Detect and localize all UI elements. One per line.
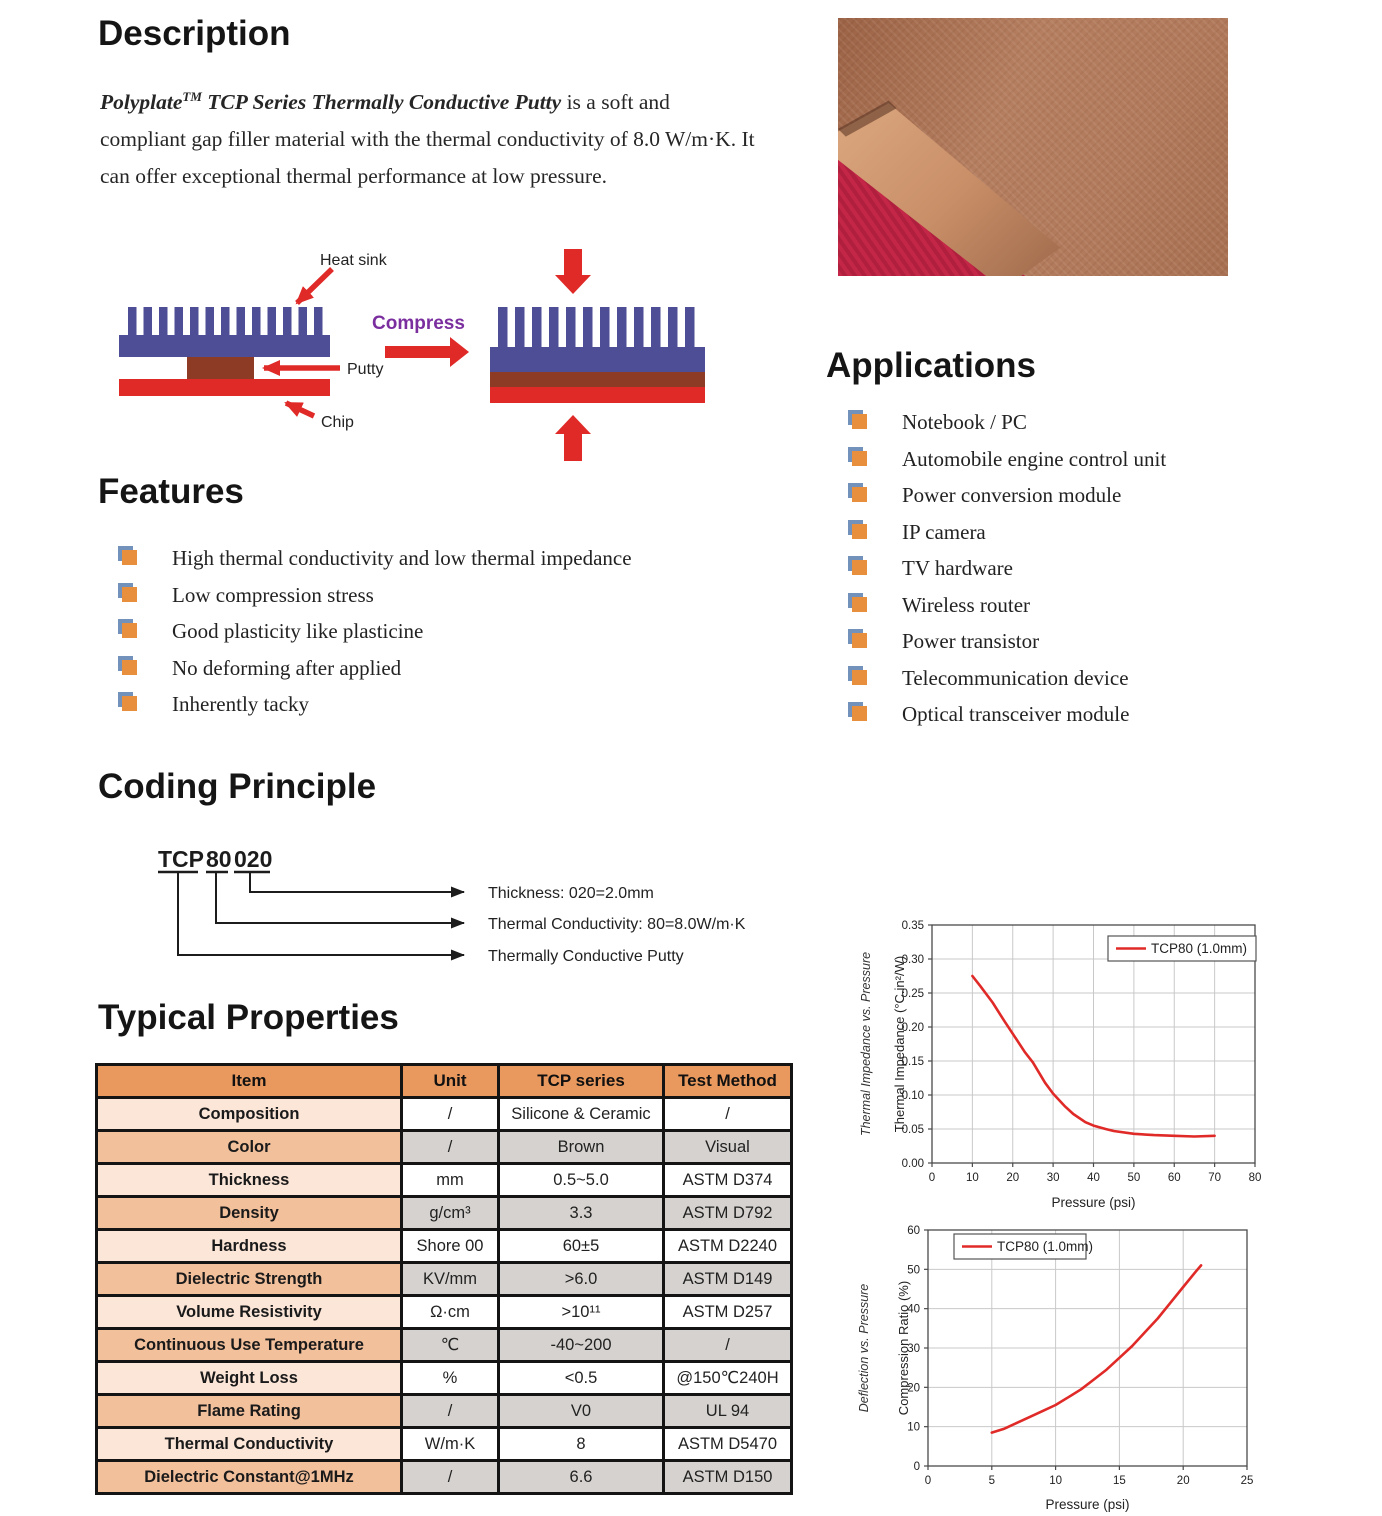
list-item — [122, 546, 742, 570]
item-cell: Dielectric Constant@1MHz — [97, 1461, 402, 1494]
value-cell: ASTM D792 — [664, 1197, 792, 1230]
value-cell: Shore 00 — [402, 1230, 499, 1263]
svg-text:50: 50 — [1127, 1172, 1141, 1184]
description-text: is a soft and compliant gap filler material with the thermal conductivity of 8.0 W/m·K. It can offer exceptional thermal performance at low pressure. — [100, 90, 755, 189]
item-cell: Hardness — [97, 1230, 402, 1263]
feature-text: No deforming after applied — [172, 655, 402, 680]
table-row — [97, 1230, 792, 1263]
svg-text:15: 15 — [1113, 1475, 1126, 1487]
value-cell: / — [402, 1395, 499, 1428]
press-down-arrow-icon — [555, 249, 591, 294]
product-name: Polyplate — [100, 90, 183, 115]
y-axis-label: Compression Ratio (%) — [896, 1280, 911, 1416]
value-cell: 0.5~5.0 — [499, 1164, 664, 1197]
value-cell: 60±5 — [499, 1230, 664, 1263]
heatsink-right-icon — [490, 307, 705, 403]
svg-text:10: 10 — [907, 1421, 920, 1434]
heat-sink-pointer-icon — [297, 269, 332, 303]
heat-sink-label: Heat sink — [320, 252, 387, 269]
table-row — [97, 1197, 792, 1230]
compression-ratio-chart — [852, 1220, 1382, 1516]
y-axis-label: Thermal Impedance (°C.in²/W) — [892, 955, 907, 1133]
value-cell: / — [664, 1329, 792, 1362]
value-cell: 3.3 — [499, 1197, 664, 1230]
properties-title: Typical Properties — [98, 998, 399, 1037]
value-cell: Visual — [664, 1131, 792, 1164]
product-series: TCP Series Thermally Conductive Putty — [201, 90, 562, 115]
table-header-row — [97, 1065, 792, 1098]
square-bullet-icon — [122, 660, 137, 675]
list-item — [852, 410, 1292, 434]
chip-plate — [119, 379, 330, 396]
item-cell: Flame Rating — [97, 1395, 402, 1428]
list-item — [852, 702, 1292, 726]
column-header: TCP series — [499, 1065, 664, 1098]
value-cell: <0.5 — [499, 1362, 664, 1395]
svg-text:25: 25 — [1240, 1475, 1254, 1487]
value-cell: g/cm³ — [402, 1197, 499, 1230]
svg-text:50: 50 — [907, 1264, 920, 1277]
list-item — [852, 447, 1292, 471]
item-cell: Volume Resistivity — [97, 1296, 402, 1329]
svg-text:0.05: 0.05 — [901, 1124, 924, 1136]
x-axis-label: Pressure (psi) — [1051, 1195, 1136, 1210]
svg-text:5: 5 — [988, 1475, 996, 1487]
code-part-80: 80 — [206, 846, 232, 872]
legend-label: TCP80 (1.0mm) — [1151, 941, 1248, 956]
trademark-sup: TM — [182, 89, 202, 104]
callout-putty: Thermally Conductive Putty — [488, 948, 684, 965]
value-cell: mm — [402, 1164, 499, 1197]
coding-diagram — [140, 840, 820, 985]
list-item — [852, 483, 1292, 507]
thermal-impedance-chart — [852, 898, 1382, 1221]
value-cell: UL 94 — [664, 1395, 792, 1428]
square-bullet-icon — [852, 451, 867, 466]
value-cell: Ω·cm — [402, 1296, 499, 1329]
value-cell: ASTM D5470 — [664, 1428, 792, 1461]
value-cell: V0 — [499, 1395, 664, 1428]
square-bullet-icon — [852, 524, 867, 539]
code-part-020: 020 — [234, 846, 273, 872]
column-header: Test Method — [664, 1065, 792, 1098]
value-cell: -40~200 — [499, 1329, 664, 1362]
column-header: Unit — [402, 1065, 499, 1098]
features-title: Features — [98, 472, 244, 511]
svg-text:0.30: 0.30 — [901, 954, 924, 966]
legend-label: TCP80 (1.0mm) — [997, 1239, 1094, 1254]
square-bullet-icon — [852, 597, 867, 612]
value-cell: / — [664, 1098, 792, 1131]
value-cell: / — [402, 1461, 499, 1494]
feature-text: Low compression stress — [172, 582, 374, 607]
square-bullet-icon — [852, 560, 867, 575]
feature-text: Inherently tacky — [172, 692, 310, 716]
list-item — [852, 593, 1292, 617]
svg-text:20: 20 — [907, 1382, 920, 1395]
compress-label: Compress — [372, 313, 465, 334]
square-bullet-icon — [122, 550, 137, 565]
svg-text:70: 70 — [1208, 1172, 1222, 1184]
application-text: Automobile engine control unit — [902, 446, 1167, 471]
svg-text:0.00: 0.00 — [901, 1158, 924, 1170]
product-photo — [838, 18, 1228, 276]
value-cell: W/m·K — [402, 1428, 499, 1461]
value-cell: 8 — [499, 1428, 664, 1461]
svg-text:30: 30 — [907, 1343, 920, 1355]
square-bullet-icon — [122, 587, 137, 602]
svg-text:0.10: 0.10 — [901, 1090, 924, 1102]
table-row — [97, 1395, 792, 1428]
application-text: Power transistor — [902, 629, 1040, 653]
svg-text:0.20: 0.20 — [901, 1022, 924, 1034]
svg-text:10: 10 — [965, 1172, 979, 1184]
svg-text:0: 0 — [924, 1475, 932, 1487]
svg-text:0: 0 — [913, 1461, 920, 1473]
value-cell: ASTM D150 — [664, 1461, 792, 1494]
value-cell: ℃ — [402, 1329, 499, 1362]
square-bullet-icon — [852, 706, 867, 721]
svg-text:20: 20 — [1006, 1172, 1020, 1184]
table-row — [97, 1098, 792, 1131]
value-cell: Silicone & Ceramic — [499, 1098, 664, 1131]
value-cell: Brown — [499, 1131, 664, 1164]
callout-conductivity: Thermal Conductivity: 80=8.0W/m·K — [488, 916, 746, 933]
value-cell: >6.0 — [499, 1263, 664, 1296]
value-cell: / — [402, 1131, 499, 1164]
svg-text:10: 10 — [1049, 1475, 1062, 1487]
svg-text:20: 20 — [1176, 1475, 1190, 1487]
svg-text:40: 40 — [907, 1303, 920, 1316]
square-bullet-icon — [852, 487, 867, 502]
press-up-arrow-icon — [555, 415, 591, 461]
square-bullet-icon — [122, 696, 137, 711]
svg-text:60: 60 — [1167, 1172, 1181, 1184]
value-cell: % — [402, 1362, 499, 1395]
callout-thickness: Thickness: 020=2.0mm — [488, 885, 654, 902]
square-bullet-icon — [852, 670, 867, 685]
feature-text: High thermal conductivity and low thermal impedance — [172, 546, 632, 570]
application-text: Power conversion module — [902, 483, 1122, 507]
value-cell: >10¹¹ — [499, 1296, 664, 1329]
chip-pointer-icon — [286, 403, 314, 416]
item-cell: Density — [97, 1197, 402, 1230]
value-cell: ASTM D257 — [664, 1296, 792, 1329]
application-text: IP camera — [902, 519, 986, 544]
value-cell: @150℃240H — [664, 1362, 792, 1395]
list-item — [852, 629, 1292, 653]
code-part-tcp: TCP — [158, 846, 204, 872]
svg-text:60: 60 — [907, 1225, 920, 1237]
heatsink-left-icon — [119, 307, 330, 396]
svg-text:40: 40 — [1087, 1172, 1100, 1184]
putty-block — [187, 357, 254, 379]
item-cell: Dielectric Strength — [97, 1263, 402, 1296]
description-title: Description — [98, 14, 291, 53]
svg-text:30: 30 — [1046, 1172, 1060, 1184]
properties-table — [95, 1063, 793, 1495]
value-cell: KV/mm — [402, 1263, 499, 1296]
item-cell: Composition — [97, 1098, 402, 1131]
list-item — [852, 666, 1292, 690]
table-row — [97, 1131, 792, 1164]
square-bullet-icon — [852, 633, 867, 648]
list-item — [852, 520, 1292, 544]
list-item — [122, 656, 742, 680]
compression-diagram — [100, 245, 740, 470]
list-item — [122, 692, 742, 716]
item-cell: Continuous Use Temperature — [97, 1329, 402, 1362]
application-text: Optical transceiver module — [902, 702, 1130, 726]
putty-label: Putty — [347, 361, 384, 378]
square-bullet-icon — [852, 414, 867, 429]
table-row — [97, 1329, 792, 1362]
description-body — [100, 78, 755, 195]
applications-list — [852, 410, 1292, 739]
panel-side-label: Deflection vs. Pressure — [857, 1283, 871, 1413]
application-text: Wireless router — [902, 592, 1031, 617]
list-item — [122, 619, 742, 643]
table-row — [97, 1164, 792, 1197]
svg-text:0: 0 — [928, 1172, 936, 1184]
square-bullet-icon — [122, 623, 137, 638]
applications-title: Applications — [826, 346, 1037, 385]
svg-text:0.25: 0.25 — [901, 988, 924, 1000]
application-text: Notebook / PC — [902, 410, 1027, 434]
item-cell: Color — [97, 1131, 402, 1164]
table-row — [97, 1296, 792, 1329]
value-cell: 6.6 — [499, 1461, 664, 1494]
list-item — [852, 556, 1292, 580]
compress-arrow-icon — [385, 337, 469, 367]
item-cell: Thickness — [97, 1164, 402, 1197]
value-cell: ASTM D374 — [664, 1164, 792, 1197]
svg-text:0.15: 0.15 — [901, 1056, 924, 1068]
svg-text:80: 80 — [1248, 1172, 1262, 1184]
panel-side-label: Thermal Impedance vs. Pressure — [859, 951, 873, 1137]
column-header: Item — [97, 1065, 402, 1098]
x-axis-label: Pressure (psi) — [1045, 1497, 1130, 1512]
feature-text: Good plasticity like plasticine — [172, 619, 424, 643]
value-cell: / — [402, 1098, 499, 1131]
chip-label: Chip — [321, 414, 354, 431]
svg-text:0.35: 0.35 — [901, 920, 924, 932]
table-row — [97, 1263, 792, 1296]
value-cell: ASTM D149 — [664, 1263, 792, 1296]
application-text: TV hardware — [902, 556, 1013, 580]
application-text: Telecommunication device — [902, 665, 1129, 690]
list-item — [122, 583, 742, 607]
item-cell: Weight Loss — [97, 1362, 402, 1395]
coding-title: Coding Principle — [98, 767, 377, 806]
table-row — [97, 1461, 792, 1494]
table-row — [97, 1428, 792, 1461]
item-cell: Thermal Conductivity — [97, 1428, 402, 1461]
table-row — [97, 1362, 792, 1395]
value-cell: ASTM D2240 — [664, 1230, 792, 1263]
features-list — [122, 546, 742, 729]
